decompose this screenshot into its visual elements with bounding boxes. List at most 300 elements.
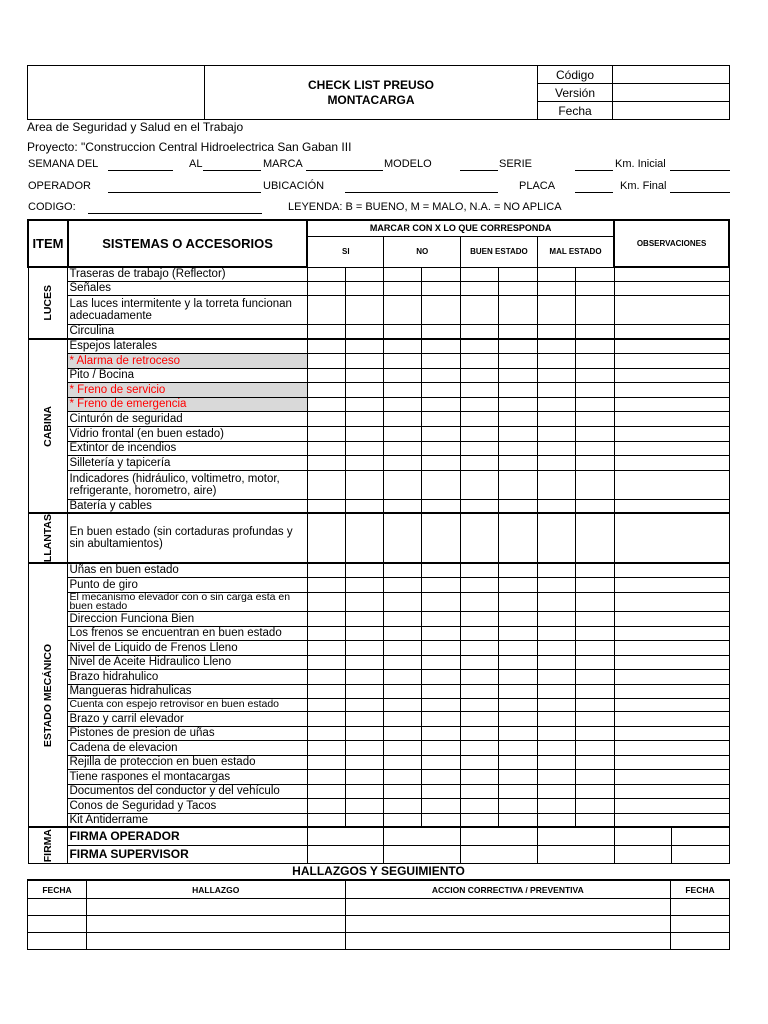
version-value[interactable] [613, 84, 730, 102]
check-cell[interactable] [307, 470, 345, 499]
check-cell[interactable] [422, 655, 461, 669]
check-cell[interactable] [537, 411, 575, 426]
check-cell[interactable] [307, 813, 345, 827]
ubicacion-field[interactable] [345, 192, 498, 193]
check-cell[interactable] [422, 382, 461, 397]
check-cell[interactable] [307, 397, 345, 411]
check-cell[interactable] [345, 784, 384, 798]
check-cell[interactable] [498, 740, 537, 755]
check-cell[interactable] [575, 397, 614, 411]
check-cell[interactable] [575, 798, 614, 813]
check-cell[interactable] [575, 698, 614, 711]
observation-cell[interactable] [614, 267, 729, 281]
check-cell[interactable] [461, 755, 499, 769]
signature-cell[interactable] [614, 827, 671, 845]
check-cell[interactable] [537, 626, 575, 640]
check-cell[interactable] [422, 426, 461, 441]
hall-cell[interactable] [345, 899, 670, 916]
check-cell[interactable] [498, 669, 537, 684]
check-cell[interactable] [384, 611, 422, 626]
check-cell[interactable] [498, 640, 537, 655]
check-cell[interactable] [537, 295, 575, 324]
check-cell[interactable] [461, 267, 499, 281]
check-cell[interactable] [384, 698, 422, 711]
check-cell[interactable] [345, 592, 384, 611]
check-cell[interactable] [537, 339, 575, 353]
check-cell[interactable] [307, 655, 345, 669]
check-cell[interactable] [498, 513, 537, 563]
check-cell[interactable] [498, 426, 537, 441]
check-cell[interactable] [537, 577, 575, 592]
check-cell[interactable] [537, 455, 575, 470]
check-cell[interactable] [384, 382, 422, 397]
check-cell[interactable] [498, 411, 537, 426]
check-cell[interactable] [575, 592, 614, 611]
check-cell[interactable] [575, 577, 614, 592]
check-cell[interactable] [461, 411, 499, 426]
check-cell[interactable] [422, 698, 461, 711]
observation-cell[interactable] [614, 669, 729, 684]
check-cell[interactable] [537, 368, 575, 382]
check-cell[interactable] [498, 798, 537, 813]
check-cell[interactable] [575, 640, 614, 655]
hall-cell[interactable] [345, 916, 670, 933]
check-cell[interactable] [498, 368, 537, 382]
check-cell[interactable] [345, 455, 384, 470]
check-cell[interactable] [461, 397, 499, 411]
check-cell[interactable] [498, 455, 537, 470]
check-cell[interactable] [461, 769, 499, 784]
check-cell[interactable] [537, 769, 575, 784]
check-cell[interactable] [461, 698, 499, 711]
check-cell[interactable] [537, 798, 575, 813]
check-cell[interactable] [345, 726, 384, 740]
check-cell[interactable] [537, 684, 575, 698]
check-cell[interactable] [498, 784, 537, 798]
check-cell[interactable] [307, 626, 345, 640]
check-cell[interactable] [575, 726, 614, 740]
check-cell[interactable] [498, 813, 537, 827]
check-cell[interactable] [422, 755, 461, 769]
hall-cell[interactable] [86, 916, 345, 933]
check-cell[interactable] [575, 813, 614, 827]
check-cell[interactable] [575, 513, 614, 563]
observation-cell[interactable] [614, 441, 729, 455]
km-final-field[interactable] [670, 192, 730, 193]
check-cell[interactable] [307, 740, 345, 755]
check-cell[interactable] [575, 353, 614, 368]
check-cell[interactable] [422, 295, 461, 324]
check-cell[interactable] [422, 411, 461, 426]
check-cell[interactable] [345, 769, 384, 784]
check-cell[interactable] [537, 426, 575, 441]
check-cell[interactable] [461, 640, 499, 655]
check-cell[interactable] [345, 698, 384, 711]
check-cell[interactable] [537, 441, 575, 455]
check-cell[interactable] [537, 755, 575, 769]
check-cell[interactable] [461, 441, 499, 455]
check-cell[interactable] [307, 339, 345, 353]
check-cell[interactable] [384, 640, 422, 655]
check-cell[interactable] [461, 563, 499, 577]
check-cell[interactable] [537, 698, 575, 711]
check-cell[interactable] [345, 813, 384, 827]
check-cell[interactable] [384, 669, 422, 684]
check-cell[interactable] [384, 563, 422, 577]
check-cell[interactable] [461, 324, 499, 339]
check-cell[interactable] [537, 592, 575, 611]
signature-cell[interactable] [537, 827, 614, 845]
check-cell[interactable] [422, 592, 461, 611]
check-cell[interactable] [422, 441, 461, 455]
check-cell[interactable] [537, 397, 575, 411]
check-cell[interactable] [498, 563, 537, 577]
observation-cell[interactable] [614, 798, 729, 813]
check-cell[interactable] [498, 577, 537, 592]
observation-cell[interactable] [614, 684, 729, 698]
check-cell[interactable] [384, 411, 422, 426]
observation-cell[interactable] [614, 655, 729, 669]
check-cell[interactable] [345, 798, 384, 813]
check-cell[interactable] [461, 726, 499, 740]
check-cell[interactable] [537, 281, 575, 295]
hall-cell[interactable] [671, 933, 730, 950]
check-cell[interactable] [537, 784, 575, 798]
observation-cell[interactable] [614, 499, 729, 513]
check-cell[interactable] [422, 784, 461, 798]
check-cell[interactable] [498, 267, 537, 281]
check-cell[interactable] [307, 798, 345, 813]
al-field[interactable] [203, 170, 261, 171]
observation-cell[interactable] [614, 755, 729, 769]
signature-cell[interactable] [307, 845, 384, 863]
check-cell[interactable] [461, 740, 499, 755]
check-cell[interactable] [461, 592, 499, 611]
check-cell[interactable] [422, 726, 461, 740]
hall-cell[interactable] [345, 933, 670, 950]
check-cell[interactable] [384, 784, 422, 798]
check-cell[interactable] [575, 368, 614, 382]
check-cell[interactable] [575, 382, 614, 397]
check-cell[interactable] [461, 455, 499, 470]
check-cell[interactable] [575, 324, 614, 339]
check-cell[interactable] [461, 626, 499, 640]
check-cell[interactable] [307, 784, 345, 798]
signature-cell[interactable] [671, 827, 729, 845]
check-cell[interactable] [345, 281, 384, 295]
hall-cell[interactable] [671, 916, 730, 933]
check-cell[interactable] [575, 626, 614, 640]
check-cell[interactable] [537, 353, 575, 368]
check-cell[interactable] [384, 684, 422, 698]
check-cell[interactable] [384, 324, 422, 339]
check-cell[interactable] [537, 813, 575, 827]
check-cell[interactable] [307, 281, 345, 295]
observation-cell[interactable] [614, 740, 729, 755]
check-cell[interactable] [575, 740, 614, 755]
signature-cell[interactable] [537, 845, 614, 863]
check-cell[interactable] [422, 669, 461, 684]
codigo-field[interactable] [88, 213, 262, 214]
check-cell[interactable] [575, 563, 614, 577]
check-cell[interactable] [345, 513, 384, 563]
observation-cell[interactable] [614, 368, 729, 382]
signature-cell[interactable] [307, 827, 384, 845]
check-cell[interactable] [498, 499, 537, 513]
check-cell[interactable] [307, 755, 345, 769]
check-cell[interactable] [384, 397, 422, 411]
check-cell[interactable] [384, 711, 422, 726]
check-cell[interactable] [422, 339, 461, 353]
check-cell[interactable] [422, 353, 461, 368]
check-cell[interactable] [422, 769, 461, 784]
check-cell[interactable] [307, 455, 345, 470]
observation-cell[interactable] [614, 640, 729, 655]
hall-cell[interactable] [28, 899, 87, 916]
check-cell[interactable] [345, 324, 384, 339]
observation-cell[interactable] [614, 726, 729, 740]
check-cell[interactable] [422, 397, 461, 411]
check-cell[interactable] [575, 295, 614, 324]
check-cell[interactable] [537, 499, 575, 513]
check-cell[interactable] [498, 470, 537, 499]
check-cell[interactable] [384, 813, 422, 827]
check-cell[interactable] [384, 626, 422, 640]
signature-cell[interactable] [461, 845, 538, 863]
check-cell[interactable] [345, 669, 384, 684]
check-cell[interactable] [384, 426, 422, 441]
check-cell[interactable] [345, 577, 384, 592]
check-cell[interactable] [461, 784, 499, 798]
check-cell[interactable] [307, 563, 345, 577]
check-cell[interactable] [307, 499, 345, 513]
check-cell[interactable] [384, 353, 422, 368]
check-cell[interactable] [307, 698, 345, 711]
check-cell[interactable] [345, 339, 384, 353]
signature-cell[interactable] [671, 845, 729, 863]
check-cell[interactable] [422, 499, 461, 513]
hall-cell[interactable] [86, 933, 345, 950]
check-cell[interactable] [307, 382, 345, 397]
check-cell[interactable] [461, 470, 499, 499]
hall-cell[interactable] [28, 916, 87, 933]
check-cell[interactable] [384, 455, 422, 470]
modelo-field[interactable] [460, 170, 498, 171]
check-cell[interactable] [575, 755, 614, 769]
check-cell[interactable] [384, 592, 422, 611]
check-cell[interactable] [498, 755, 537, 769]
hall-cell[interactable] [28, 933, 87, 950]
check-cell[interactable] [461, 577, 499, 592]
check-cell[interactable] [498, 441, 537, 455]
observation-cell[interactable] [614, 281, 729, 295]
check-cell[interactable] [422, 626, 461, 640]
check-cell[interactable] [384, 441, 422, 455]
check-cell[interactable] [307, 669, 345, 684]
check-cell[interactable] [537, 563, 575, 577]
codigo-value[interactable] [613, 66, 730, 84]
check-cell[interactable] [345, 353, 384, 368]
check-cell[interactable] [345, 470, 384, 499]
check-cell[interactable] [345, 426, 384, 441]
observation-cell[interactable] [614, 470, 729, 499]
check-cell[interactable] [384, 368, 422, 382]
check-cell[interactable] [345, 441, 384, 455]
serie-field[interactable] [575, 170, 613, 171]
check-cell[interactable] [537, 740, 575, 755]
observation-cell[interactable] [614, 411, 729, 426]
check-cell[interactable] [384, 726, 422, 740]
placa-field[interactable] [575, 192, 613, 193]
check-cell[interactable] [422, 798, 461, 813]
check-cell[interactable] [345, 267, 384, 281]
check-cell[interactable] [461, 669, 499, 684]
semana-field[interactable] [108, 170, 173, 171]
check-cell[interactable] [461, 798, 499, 813]
check-cell[interactable] [498, 769, 537, 784]
check-cell[interactable] [345, 640, 384, 655]
check-cell[interactable] [498, 626, 537, 640]
check-cell[interactable] [461, 382, 499, 397]
check-cell[interactable] [461, 353, 499, 368]
check-cell[interactable] [575, 684, 614, 698]
signature-cell[interactable] [614, 845, 671, 863]
check-cell[interactable] [384, 267, 422, 281]
check-cell[interactable] [345, 655, 384, 669]
check-cell[interactable] [384, 295, 422, 324]
check-cell[interactable] [461, 499, 499, 513]
observation-cell[interactable] [614, 324, 729, 339]
check-cell[interactable] [498, 382, 537, 397]
observation-cell[interactable] [614, 339, 729, 353]
check-cell[interactable] [384, 798, 422, 813]
signature-cell[interactable] [461, 827, 538, 845]
check-cell[interactable] [498, 655, 537, 669]
check-cell[interactable] [384, 769, 422, 784]
check-cell[interactable] [575, 441, 614, 455]
check-cell[interactable] [422, 267, 461, 281]
observation-cell[interactable] [614, 711, 729, 726]
check-cell[interactable] [575, 455, 614, 470]
check-cell[interactable] [498, 295, 537, 324]
check-cell[interactable] [461, 513, 499, 563]
check-cell[interactable] [307, 513, 345, 563]
check-cell[interactable] [345, 711, 384, 726]
check-cell[interactable] [461, 295, 499, 324]
check-cell[interactable] [307, 726, 345, 740]
check-cell[interactable] [498, 592, 537, 611]
check-cell[interactable] [461, 368, 499, 382]
check-cell[interactable] [537, 655, 575, 669]
check-cell[interactable] [422, 455, 461, 470]
observation-cell[interactable] [614, 426, 729, 441]
check-cell[interactable] [537, 711, 575, 726]
check-cell[interactable] [575, 784, 614, 798]
check-cell[interactable] [537, 267, 575, 281]
check-cell[interactable] [345, 611, 384, 626]
signature-cell[interactable] [384, 827, 461, 845]
signature-cell[interactable] [384, 845, 461, 863]
check-cell[interactable] [461, 813, 499, 827]
fecha-value[interactable] [613, 102, 730, 120]
check-cell[interactable] [307, 353, 345, 368]
observation-cell[interactable] [614, 784, 729, 798]
check-cell[interactable] [498, 726, 537, 740]
check-cell[interactable] [384, 499, 422, 513]
check-cell[interactable] [422, 281, 461, 295]
observation-cell[interactable] [614, 397, 729, 411]
observation-cell[interactable] [614, 353, 729, 368]
check-cell[interactable] [461, 611, 499, 626]
check-cell[interactable] [384, 755, 422, 769]
check-cell[interactable] [422, 740, 461, 755]
check-cell[interactable] [345, 740, 384, 755]
check-cell[interactable] [575, 339, 614, 353]
check-cell[interactable] [422, 368, 461, 382]
check-cell[interactable] [307, 611, 345, 626]
check-cell[interactable] [422, 563, 461, 577]
check-cell[interactable] [345, 368, 384, 382]
check-cell[interactable] [498, 339, 537, 353]
check-cell[interactable] [461, 711, 499, 726]
marca-field[interactable] [306, 170, 383, 171]
check-cell[interactable] [384, 513, 422, 563]
check-cell[interactable] [498, 397, 537, 411]
observation-cell[interactable] [614, 295, 729, 324]
hall-cell[interactable] [671, 899, 730, 916]
check-cell[interactable] [307, 295, 345, 324]
check-cell[interactable] [307, 577, 345, 592]
check-cell[interactable] [345, 295, 384, 324]
check-cell[interactable] [575, 267, 614, 281]
check-cell[interactable] [345, 563, 384, 577]
check-cell[interactable] [537, 324, 575, 339]
check-cell[interactable] [384, 655, 422, 669]
check-cell[interactable] [345, 626, 384, 640]
check-cell[interactable] [422, 640, 461, 655]
check-cell[interactable] [345, 411, 384, 426]
check-cell[interactable] [422, 711, 461, 726]
check-cell[interactable] [498, 711, 537, 726]
check-cell[interactable] [461, 684, 499, 698]
check-cell[interactable] [498, 698, 537, 711]
check-cell[interactable] [384, 577, 422, 592]
check-cell[interactable] [345, 755, 384, 769]
check-cell[interactable] [461, 281, 499, 295]
check-cell[interactable] [345, 382, 384, 397]
check-cell[interactable] [575, 769, 614, 784]
check-cell[interactable] [422, 513, 461, 563]
observation-cell[interactable] [614, 698, 729, 711]
check-cell[interactable] [384, 470, 422, 499]
observation-cell[interactable] [614, 382, 729, 397]
check-cell[interactable] [498, 353, 537, 368]
check-cell[interactable] [537, 726, 575, 740]
check-cell[interactable] [537, 470, 575, 499]
km-inicial-field[interactable] [670, 170, 730, 171]
check-cell[interactable] [422, 684, 461, 698]
check-cell[interactable] [384, 339, 422, 353]
check-cell[interactable] [307, 441, 345, 455]
check-cell[interactable] [537, 640, 575, 655]
check-cell[interactable] [575, 611, 614, 626]
check-cell[interactable] [384, 740, 422, 755]
check-cell[interactable] [307, 592, 345, 611]
check-cell[interactable] [345, 499, 384, 513]
check-cell[interactable] [575, 711, 614, 726]
operador-field[interactable] [108, 192, 261, 193]
check-cell[interactable] [345, 684, 384, 698]
